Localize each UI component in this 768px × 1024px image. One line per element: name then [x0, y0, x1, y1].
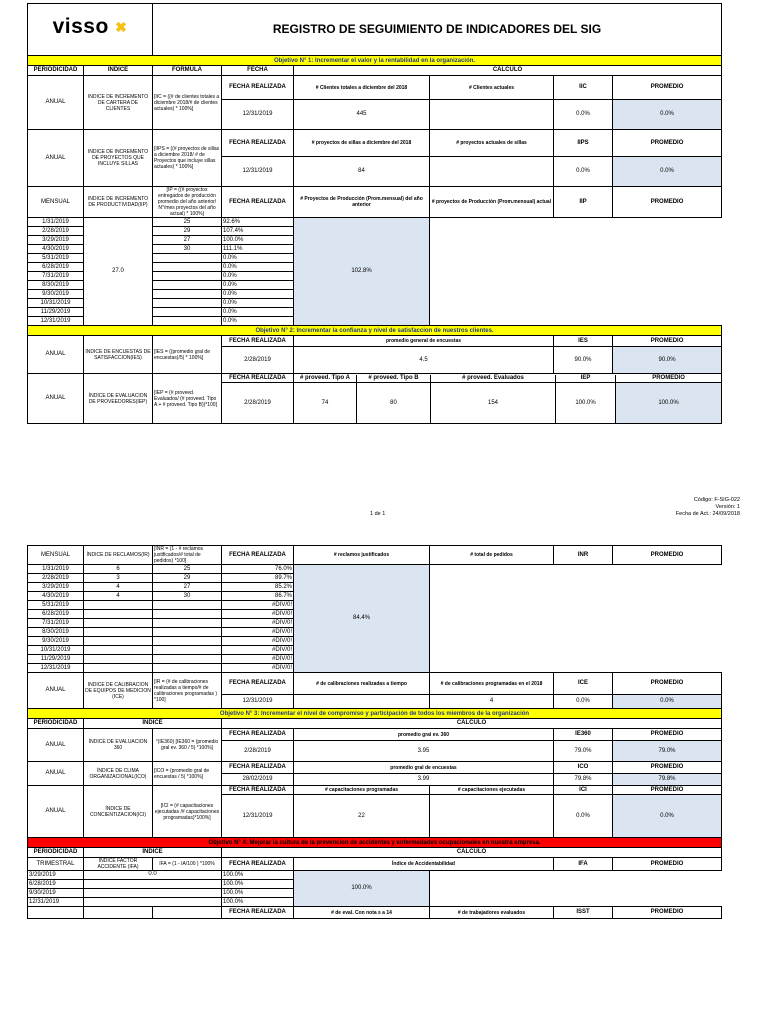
indicator-code: IIC [554, 76, 613, 100]
pct-cell: 100.0% [222, 880, 294, 889]
indicator-code: ISST [554, 907, 613, 919]
pct-cell: 0.0% [222, 281, 294, 290]
date-cell: 5/31/2019 [28, 254, 84, 263]
promedio-cell: 100.0% [294, 871, 430, 907]
fecha-realizada-label: FECHA REALIZADA [222, 762, 294, 774]
pct-cell: 0.0% [554, 795, 613, 838]
pct-cell: 0.0% [554, 100, 613, 130]
calc-col: # Proyectos de Producción (Prom.mensual) del año anterior [294, 187, 430, 218]
periodicidad: MENSUAL [28, 546, 84, 565]
calc-col: promedio general de encuestas [294, 336, 554, 347]
value-cell [430, 157, 554, 187]
formula: [IEP = (# proveed. Evaluados/ (# proveed. Tipo A + # proveed. Tipo B))*100] [153, 374, 222, 424]
date-cell: 12/31/2019 [28, 898, 84, 907]
calc-col: # capacitaciones ejecutadas [430, 786, 554, 795]
date-cell: 2/28/2019 [28, 574, 84, 583]
calc-col: # de eval. Con nota ≥ a 14 [294, 907, 430, 919]
date-cell: 10/31/2019 [28, 646, 84, 655]
indicator-name: INDICE DE INCREMENTO DE PRODUCTIVIDAD(IIP) [84, 187, 153, 218]
promedio-label: PROMEDIO [613, 673, 722, 695]
promedio-cell: 0.0% [613, 100, 722, 130]
formula: °(IE360) [IE360 = (promedio gral ev. 360 / 5) *100%] [153, 729, 222, 762]
date-cell: 6/28/2019 [28, 880, 84, 889]
formula: [IR = (# de calibraciones realizadas a tiempo/# de calibraciones programadas ) *100] [153, 673, 222, 709]
calc-col: # reclamos justificados [294, 546, 430, 565]
date-cell: 7/31/2019 [28, 272, 84, 281]
calc-col: # proveed. Tipo A [294, 375, 357, 382]
indicator-name [84, 907, 153, 919]
calc-col: # de calibraciones realizadas a tiempo [294, 673, 430, 695]
value-cell [153, 664, 222, 673]
date-cell: 5/31/2019 [28, 601, 84, 610]
fecha-realizada-label: FECHA REALIZADA [222, 336, 294, 347]
indicator-code: IE360 [554, 729, 613, 741]
value-cell: 3.95 [294, 741, 554, 762]
value-cell: 30 [153, 245, 222, 254]
value-cell [153, 601, 222, 610]
value-cell: 80 [357, 383, 431, 423]
document-update-date: Fecha de Act.: 24/09/2018 [675, 511, 740, 517]
value-cell [153, 299, 222, 308]
formula: [ICO = (promedio gral de encuestas / 5) *100%] [153, 762, 222, 786]
value-cell [153, 637, 222, 646]
periodicidad: ANUAL [28, 130, 84, 187]
date-cell: 8/30/2019 [28, 628, 84, 637]
promedio-cell: 79.0% [613, 741, 722, 762]
periodicidad: TRIMESTRAL [28, 858, 84, 871]
formula: IFA = (1 - IA/100 ) *100% [153, 858, 222, 871]
calc-col: # Clientes actuales [430, 76, 554, 100]
indicator-code: IES [554, 336, 613, 347]
calc-col: Índice de Accidentabilidad [294, 858, 554, 871]
date-cell: 9/30/2019 [28, 637, 84, 646]
formula [153, 907, 222, 919]
pct-cell: 100.0% [556, 383, 616, 423]
date-cell: 1/31/2019 [28, 565, 84, 574]
fecha-realizada-label: FECHA REALIZADA [222, 130, 294, 157]
objective-4: Objetivo N° 4: Mejorar la cultura de la prevencion de accidentes y enfermedades ocupacionales en nuestra empresa. [28, 838, 722, 848]
date-cell: 1/31/2019 [28, 218, 84, 227]
fecha-realizada-label: FECHA REALIZADA [222, 187, 294, 218]
promedio-label: PROMEDIO [613, 546, 722, 565]
date-cell: 4/30/2019 [28, 592, 84, 601]
value-cell: 27.0 [84, 218, 153, 326]
indicator-code: ICE [554, 673, 613, 695]
value-cell [84, 628, 153, 637]
periodicidad: ANUAL [28, 336, 84, 374]
table-row [28, 565, 722, 574]
document-code: Código: F-SIG-022 [693, 497, 740, 503]
date-cell: 12/31/2019 [28, 317, 84, 326]
value-cell: 3 [84, 574, 153, 583]
calc-col: promedio gral de encuestas [294, 762, 554, 774]
value-cell: 3.99 [294, 774, 554, 786]
calc-col: # proyectos actuales de sillas [430, 130, 554, 157]
calc-col: # total de pedidos [430, 546, 554, 565]
pct-cell: 90.0% [554, 347, 613, 374]
value-cell: 29 [153, 574, 222, 583]
col-calculo: CÁLCULO [222, 848, 722, 858]
pct-cell: 85.2% [222, 583, 294, 592]
value-cell [153, 610, 222, 619]
document-version: Versión: 1 [715, 504, 740, 510]
periodicidad: ANUAL [28, 673, 84, 709]
value-cell: 25 [153, 565, 222, 574]
date-cell: 28/02/2019 [222, 774, 294, 786]
value-cell [153, 646, 222, 655]
pct-cell: 79.0% [554, 741, 613, 762]
pct-cell: #DIV/0! [222, 655, 294, 664]
indicator-name: ÍNDICE DE CONCIENTIZACION(ICI) [84, 786, 153, 838]
pct-cell: #DIV/0! [222, 610, 294, 619]
date-cell: 11/29/2019 [28, 308, 84, 317]
fecha-realizada-label: FECHA REALIZADA [222, 786, 294, 795]
periodicidad: ANUAL [28, 786, 84, 838]
fecha-realizada-label: FECHA REALIZADA [222, 858, 294, 871]
value-cell: 29 [153, 227, 222, 236]
formula: [INR = (1 - # reclamos justificados/# total de pedidos) *100] [153, 546, 222, 565]
col-calculo: CÁLCULO [222, 719, 722, 729]
promedio-label: PROMEDIO [613, 786, 722, 795]
date-cell: 7/31/2019 [28, 619, 84, 628]
promedio-label: PROMEDIO [613, 907, 722, 919]
pct-cell: 0.0% [222, 299, 294, 308]
value-cell [153, 263, 222, 272]
value-cell [84, 898, 222, 907]
periodicidad: ANUAL [28, 762, 84, 786]
document-title: REGISTRO DE SEGUIMIENTO DE INDICADORES DEL SIG [153, 4, 722, 56]
indicators-table-page-2 [27, 545, 722, 919]
col-periodicidad: PERIODICIDAD [28, 848, 84, 858]
indicator-name: INDICE DE INCREMENTO DE PROYECTOS QUE INCLUYE SILLAS [84, 130, 153, 187]
table-row [28, 218, 722, 227]
periodicidad [28, 907, 84, 919]
pct-cell: 100.0% [222, 889, 294, 898]
pct-cell: 0.0% [222, 290, 294, 299]
value-cell [84, 610, 153, 619]
value-cell: 30 [153, 592, 222, 601]
value-cell [84, 646, 153, 655]
date-cell: 3/29/2019 [28, 871, 84, 880]
value-cell: 4 [84, 592, 153, 601]
indicator-code: IIPS [554, 130, 613, 157]
col-indice: ÍNDICE [84, 719, 222, 729]
value-cell [84, 889, 222, 898]
value-cell: 22 [294, 795, 430, 838]
pct-cell: 89.7% [222, 574, 294, 583]
formula: [IES = ((promedio gral de encuestas)/5) * 100%] [153, 336, 222, 374]
promedio-cell: 0.0% [613, 157, 722, 187]
objective-1: Objetivo N° 1: Incrementar el valor y la rentabilidad en la organización. [28, 56, 722, 66]
date-cell: 12/31/2019 [222, 695, 294, 709]
indicator-name: ÍNDICE DE EVALUACION DE PROVEEDORES(IEP) [84, 374, 153, 424]
periodicidad: ANUAL [28, 729, 84, 762]
calc-col: # de trabajadores evaluados [430, 907, 554, 919]
calc-col: # proyectos de sillas a diciembre del 2018 [294, 130, 430, 157]
value-cell: 27 [153, 236, 222, 245]
indicator-code: IFA [554, 858, 613, 871]
formula: [IIPS = ((# proyectos de sillas a diciembre 2018/ # de Proyectos que incluye sillas actuales) * 100%] [153, 130, 222, 187]
periodicidad: ANUAL [28, 76, 84, 130]
date-cell: 2/28/2019 [28, 227, 84, 236]
logo-mark-icon: ✖ [115, 18, 128, 35]
date-cell: 2/28/2019 [222, 383, 294, 424]
value-cell: 0.0 [84, 871, 222, 880]
pct-cell: 100.0% [222, 871, 294, 880]
value-cell: 27 [153, 583, 222, 592]
formula: [IIC = ((# de clientes totales a diciembre 2018/# de clientes actuales) * 100%] [153, 76, 222, 130]
pct-cell: 0.0% [554, 695, 613, 709]
date-cell: 3/29/2019 [28, 583, 84, 592]
pct-cell: #DIV/0! [222, 664, 294, 673]
promedio-label: PROMEDIO [613, 187, 722, 218]
value-cell: 74 [294, 383, 357, 423]
fecha-realizada-label: FECHA REALIZADA [222, 374, 294, 383]
value-cell [84, 601, 153, 610]
indicator-name: INDICE FACTOR ACCIDENTE (IFA) [84, 858, 153, 871]
pct-cell: 107.4% [222, 227, 294, 236]
date-cell: 9/30/2019 [28, 889, 84, 898]
indicator-name: INDICE DE INCREMENTO DE CARTERA DE CLIENTES [84, 76, 153, 130]
objective-2: Objetivo N° 2: Incrementar la confianza y nivel de satisfaccion de nuestros clientes. [28, 326, 722, 336]
value-cell [84, 619, 153, 628]
col-periodicidad: PERIODICIDAD [28, 66, 84, 76]
date-cell: 9/30/2019 [28, 290, 84, 299]
iep-header-split [294, 374, 722, 383]
page-1 [27, 3, 721, 424]
col-calculo: CÁLCULO [294, 66, 722, 76]
value-cell [153, 281, 222, 290]
formula: [ICI = (# capacitaciones ejecutadas /# capacitaciones programadas)*100%] [153, 786, 222, 838]
promedio-label: PROMEDIO [652, 374, 685, 381]
value-cell [153, 308, 222, 317]
calc-col: # proyectos de Producción (Prom.mensual) actual [430, 187, 554, 218]
logo: visso ✖ [28, 4, 153, 56]
indicators-table-page-1 [27, 3, 722, 424]
indicator-code: ICO [554, 762, 613, 774]
date-cell: 12/31/2019 [222, 795, 294, 838]
calc-col: # proveed. Evaluados [431, 375, 556, 382]
indicator-name: INDICE DE ENCUESTAS DE SATISFACCION(IES) [84, 336, 153, 374]
value-cell [84, 664, 153, 673]
value-cell: 4 [84, 583, 153, 592]
fecha-realizada-label: FECHA REALIZADA [222, 546, 294, 565]
document-code-block [676, 497, 740, 518]
periodicidad: MENSUAL [28, 187, 84, 218]
indicator-code: ICI [554, 786, 613, 795]
pct-cell: #DIV/0! [222, 646, 294, 655]
indicator-name: INDICE DE CALIBRACION DE EQUIPOS DE MEDICION (ICE) [84, 673, 153, 709]
value-cell: 6 [84, 565, 153, 574]
calc-col: # capacitaciones programadas [294, 786, 430, 795]
col-indice: ÍNDICE [84, 848, 222, 858]
date-cell: 12/31/2019 [222, 157, 294, 187]
value-cell [153, 290, 222, 299]
promedio-label: PROMEDIO [613, 729, 722, 741]
calc-col: promedio gral ev. 360 [294, 729, 554, 741]
pct-cell: 92.6% [222, 218, 294, 227]
promedio-cell: 102.8% [294, 218, 430, 326]
value-cell [84, 880, 222, 889]
promedio-cell: 84.4% [294, 565, 430, 673]
value-cell [84, 655, 153, 664]
pct-cell: #DIV/0! [222, 637, 294, 646]
value-cell [153, 628, 222, 637]
promedio-cell: 0.0% [613, 795, 722, 838]
pct-cell: 100.0% [222, 898, 294, 907]
value-cell [430, 795, 554, 838]
indicator-name: ÍNDICE DE CLIMA ORGANIZACIONAL(ICO) [84, 762, 153, 786]
periodicidad: ANUAL [28, 374, 84, 424]
date-cell: 8/30/2019 [28, 281, 84, 290]
fecha-realizada-label: FECHA REALIZADA [222, 729, 294, 741]
date-cell: 2/28/2019 [222, 741, 294, 762]
indicator-code: IEP [556, 375, 616, 382]
value-cell: 84 [294, 157, 430, 187]
objective-3: Objetivo N° 3: Incrementar el nivel de compromiso y participación de todos los miembros de la organización [28, 709, 722, 719]
value-cell: 445 [294, 100, 430, 130]
page-2 [27, 545, 721, 919]
promedio-label: PROMEDIO [613, 762, 722, 774]
indicator-name: ÍNDICE DE EVALUACION 360 [84, 729, 153, 762]
iep-values-split [294, 383, 722, 424]
col-fecha: FECHA [222, 66, 294, 76]
pct-cell: 86.7% [222, 592, 294, 601]
date-cell: 6/28/2019 [28, 610, 84, 619]
fecha-realizada-label: FECHA REALIZADA [222, 673, 294, 695]
date-cell: 3/29/2019 [28, 236, 84, 245]
value-cell [153, 317, 222, 326]
date-cell: 12/31/2019 [222, 100, 294, 130]
value-cell [153, 655, 222, 664]
date-cell: 4/30/2019 [28, 245, 84, 254]
pct-cell: #DIV/0! [222, 628, 294, 637]
col-formula: FORMULA [153, 66, 222, 76]
fecha-realizada-label: FECHA REALIZADA [222, 76, 294, 100]
date-cell: 11/29/2019 [28, 655, 84, 664]
value-cell [84, 637, 153, 646]
value-cell: 25 [153, 218, 222, 227]
pct-cell: 0.0% [222, 308, 294, 317]
value-cell [153, 254, 222, 263]
indicator-name: ÍNDICE DE RECLAMOS(IR) [84, 546, 153, 565]
calc-col: # de calibraciones programadas en el 2018 [430, 673, 554, 695]
value-cell [153, 272, 222, 281]
table-row [28, 871, 722, 880]
promedio-cell: 79.8% [613, 774, 722, 786]
pct-cell: #DIV/0! [222, 619, 294, 628]
col-periodicidad: PERIODICIDAD [28, 719, 84, 729]
calc-col: # proveed. Tipo B [357, 375, 431, 382]
col-indice: INDICE [84, 66, 153, 76]
pct-cell: 111.1% [222, 245, 294, 254]
fecha-realizada-label: FECHA REALIZADA [222, 907, 294, 919]
calc-col: # Clientes totales a diciembre del 2018 [294, 76, 430, 100]
value-cell [430, 100, 554, 130]
promedio-cell: 100.0% [616, 383, 721, 423]
promedio-cell: 0.0% [613, 695, 722, 709]
value-cell: 154 [431, 383, 556, 423]
pct-cell: 0.0% [554, 157, 613, 187]
promedio-label: PROMEDIO [613, 858, 722, 871]
promedio-label: PROMEDIO [613, 76, 722, 100]
pct-cell: 0.0% [222, 254, 294, 263]
pct-cell: 0.0% [222, 263, 294, 272]
promedio-label: PROMEDIO [613, 130, 722, 157]
indicator-code: INR [554, 546, 613, 565]
date-cell: 6/28/2019 [28, 263, 84, 272]
page-number: 1 de 1 [370, 511, 386, 517]
pct-cell: #DIV/0! [222, 601, 294, 610]
value-cell [153, 619, 222, 628]
indicator-code: IIP [554, 187, 613, 218]
pct-cell: 79.8% [554, 774, 613, 786]
value-cell: 4 [430, 695, 554, 709]
pct-cell: 76.0% [222, 565, 294, 574]
formula: [IP = ((# proyectos entregados de producción promedio del año anterior/ N°/mes proyectos del año actual) * 100%] [153, 187, 222, 218]
pct-cell: 0.0% [222, 317, 294, 326]
promedio-label: PROMEDIO [613, 336, 722, 347]
pct-cell: 0.0% [222, 272, 294, 281]
value-cell: 4.5 [294, 347, 554, 374]
date-cell: 2/28/2019 [222, 347, 294, 374]
date-cell: 10/31/2019 [28, 299, 84, 308]
promedio-cell: 90.0% [613, 347, 722, 374]
pct-cell: 100.0% [222, 236, 294, 245]
date-cell: 12/31/2019 [28, 664, 84, 673]
value-cell [294, 695, 430, 709]
